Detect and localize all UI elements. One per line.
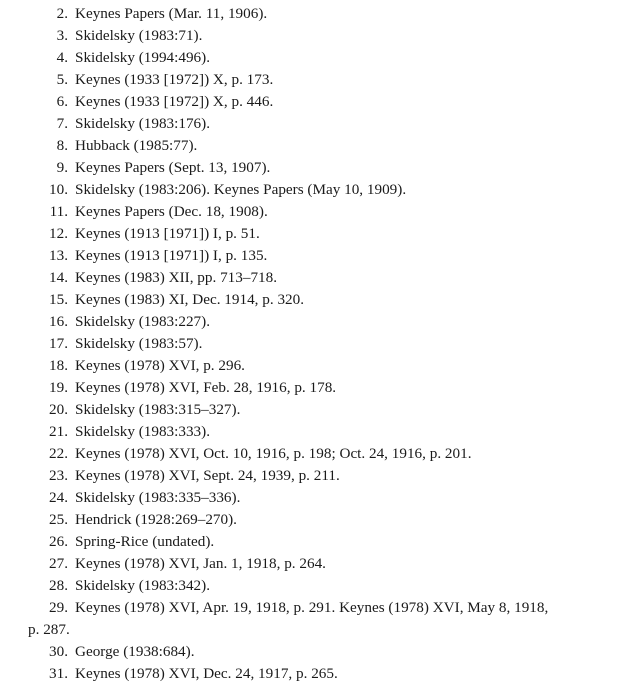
endnote: [0, 179, 628, 201]
note-text: Skidelsky (1983:342).: [75, 577, 210, 594]
note-number: 28.: [49, 577, 68, 594]
note-number: 6.: [56, 93, 68, 110]
endnote: [0, 575, 628, 597]
note-text: Skidelsky (1983:176).: [75, 115, 210, 132]
note-number: 15.: [49, 291, 68, 308]
endnote: [0, 245, 628, 267]
note-text: Skidelsky (1994:496).: [75, 49, 210, 66]
note-number: 11.: [49, 203, 68, 220]
note-text: Skidelsky (1983:333).: [75, 423, 210, 440]
note-number: 27.: [49, 555, 68, 572]
note-number: 2.: [56, 5, 68, 22]
note-text: Keynes (1933 [1972]) X, p. 446.: [75, 93, 274, 110]
note-text: Keynes (1983) XI, Dec. 1914, p. 320.: [75, 291, 305, 308]
note-number: 4.: [56, 49, 68, 66]
note-number: 16.: [49, 313, 68, 330]
endnote: [0, 201, 628, 223]
note-text: Skidelsky (1983:227).: [75, 313, 210, 330]
note-number: 12.: [49, 225, 68, 242]
endnote: [0, 289, 628, 311]
note-text: Skidelsky (1983:315–327).: [75, 401, 241, 418]
endnote: [0, 47, 628, 69]
note-text: Keynes Papers (Mar. 11, 1906).: [75, 5, 268, 22]
endnote: [0, 465, 628, 487]
endnote: [0, 663, 628, 685]
endnote: [0, 113, 628, 135]
note-number: 26.: [49, 533, 68, 550]
endnote: [0, 355, 628, 377]
note-text: Keynes (1978) XVI, Jan. 1, 1918, p. 264.: [75, 555, 326, 572]
note-text: Keynes Papers (Sept. 13, 1907).: [75, 159, 271, 176]
note-number: 29.: [49, 599, 68, 616]
note-number: 21.: [49, 423, 68, 440]
note-number: 10.: [49, 181, 68, 198]
note-number: 13.: [49, 247, 68, 264]
note-number: 22.: [49, 445, 68, 462]
note-text: Keynes (1978) XVI, Sept. 24, 1939, p. 211.: [75, 467, 340, 484]
endnote: [0, 531, 628, 553]
endnote: [0, 487, 628, 509]
note-number: 18.: [49, 357, 68, 374]
endnote: [0, 69, 628, 91]
endnote: [0, 135, 628, 157]
note-text: George (1938:684).: [75, 643, 195, 660]
note-text: Keynes (1978) XVI, Oct. 10, 1916, p. 198; Oct. 24, 1916, p. 201.: [75, 445, 472, 462]
note-text: Spring-Rice (undated).: [75, 533, 215, 550]
endnote: [0, 509, 628, 531]
note-text: Keynes (1983) XII, pp. 713–718.: [75, 269, 278, 286]
note-text: Skidelsky (1983:71).: [75, 27, 203, 44]
note-text: Keynes (1978) XVI, Apr. 19, 1918, p. 291. Keynes (1978) XVI, May 8, 1918,: [75, 599, 549, 616]
note-number: 31.: [49, 665, 68, 682]
note-number: 14.: [49, 269, 68, 286]
note-number: 9.: [56, 159, 68, 176]
note-text: Keynes Papers (Dec. 18, 1908).: [75, 203, 268, 220]
endnote: [0, 333, 628, 355]
endnote: [0, 641, 628, 663]
endnote: [0, 443, 628, 465]
note-text: Keynes (1913 [1971]) I, p. 51.: [75, 225, 260, 242]
note-text: Skidelsky (1983:335–336).: [75, 489, 241, 506]
endnotes-list: [0, 3, 628, 685]
endnote: [0, 157, 628, 179]
endnote: [0, 377, 628, 399]
endnote: [0, 597, 628, 641]
note-number: 30.: [49, 643, 68, 660]
endnote: [0, 91, 628, 113]
note-number: 19.: [49, 379, 68, 396]
note-number: 17.: [49, 335, 68, 352]
endnote: [0, 311, 628, 333]
note-text: Keynes (1978) XVI, Dec. 24, 1917, p. 265.: [75, 665, 338, 682]
note-number: 3.: [56, 27, 68, 44]
endnote: [0, 553, 628, 575]
endnote: [0, 267, 628, 289]
note-number: 5.: [56, 71, 68, 88]
endnote: [0, 3, 628, 25]
endnote: [0, 223, 628, 245]
note-text: Skidelsky (1983:206). Keynes Papers (May 10, 1909).: [75, 181, 407, 198]
note-text: Keynes (1913 [1971]) I, p. 135.: [75, 247, 268, 264]
note-number: 20.: [49, 401, 68, 418]
note-number: 25.: [49, 511, 68, 528]
endnote: [0, 25, 628, 47]
endnote: [0, 421, 628, 443]
note-text-continuation: p. 287.: [28, 621, 70, 638]
note-number: 23.: [49, 467, 68, 484]
note-number: 7.: [56, 115, 68, 132]
note-text: Keynes (1978) XVI, Feb. 28, 1916, p. 178.: [75, 379, 337, 396]
note-text: Hendrick (1928:269–270).: [75, 511, 237, 528]
note-text: Keynes (1978) XVI, p. 296.: [75, 357, 245, 374]
note-number: 24.: [49, 489, 68, 506]
note-number: 8.: [56, 137, 68, 154]
note-text: Keynes (1933 [1972]) X, p. 173.: [75, 71, 274, 88]
endnote: [0, 399, 628, 421]
note-text: Skidelsky (1983:57).: [75, 335, 203, 352]
note-text: Hubback (1985:77).: [75, 137, 198, 154]
